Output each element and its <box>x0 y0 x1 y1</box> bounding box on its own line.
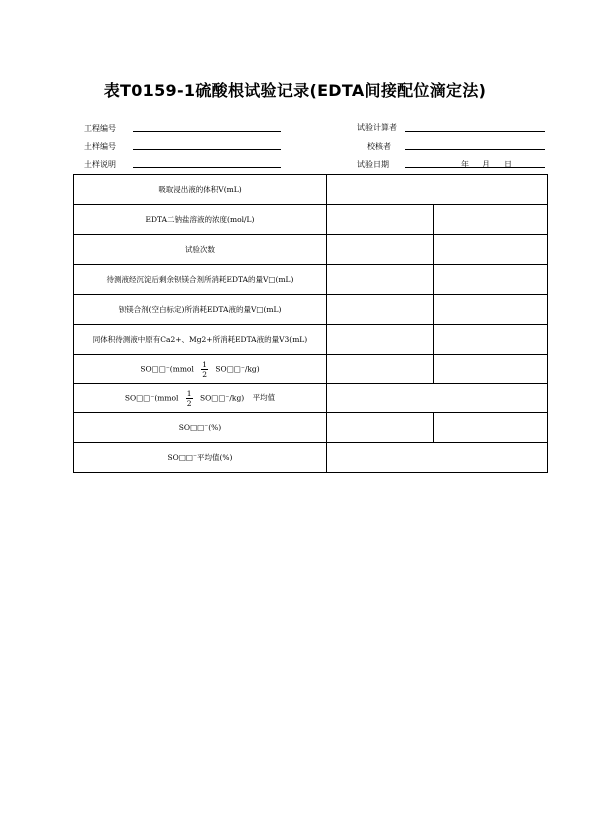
test-date-label: 试验日期 <box>357 160 389 169</box>
project-no-field[interactable] <box>133 131 281 132</box>
record-table <box>73 174 548 473</box>
checker-field[interactable] <box>405 149 545 150</box>
value-cell[interactable] <box>327 265 434 295</box>
average-label: 平均值 <box>252 393 276 402</box>
row-label-edta-concentration: EDTA二钠盐溶液的浓度(mol/L) <box>74 205 327 235</box>
table-row <box>74 175 548 205</box>
value-cell[interactable] <box>327 355 434 384</box>
date-month-label: 月 <box>482 160 490 169</box>
fraction-numerator: 1 <box>186 388 192 398</box>
value-cell[interactable] <box>434 325 548 355</box>
test-date-field[interactable] <box>405 167 545 168</box>
value-cell[interactable] <box>327 295 434 325</box>
table-row <box>74 235 548 265</box>
row-label-volume: 吸取浸出液的体积V(mL) <box>74 175 327 205</box>
sulfate-mmol-suffix: SO□□⁻/kg) <box>215 364 260 373</box>
soil-no-label: 土样编号 <box>84 142 116 151</box>
soil-no-field[interactable] <box>133 149 281 150</box>
fraction-numerator: 1 <box>202 359 208 369</box>
row-label-remaining-edta: 待测液经沉淀后剩余钡镁合剂所消耗EDTA的量V□(mL) <box>74 265 327 295</box>
value-cell[interactable] <box>434 235 548 265</box>
calculator-field[interactable] <box>405 131 545 132</box>
value-cell[interactable] <box>327 205 434 235</box>
value-cell[interactable] <box>434 265 548 295</box>
project-no-label: 工程编号 <box>84 124 116 133</box>
soil-desc-field[interactable] <box>133 167 281 168</box>
table-row <box>74 443 548 473</box>
table-row <box>74 295 548 325</box>
row-label-sulfate-percent: SO□□⁻(%) <box>74 413 327 443</box>
value-cell[interactable] <box>327 325 434 355</box>
fraction-denominator: 2 <box>186 398 192 408</box>
row-label-sulfate-mmol-avg <box>74 384 327 413</box>
half-fraction <box>201 360 208 379</box>
checker-label: 校核者 <box>367 142 391 151</box>
value-cell[interactable] <box>327 384 548 413</box>
soil-desc-label: 土样说明 <box>84 160 116 169</box>
table-row <box>74 325 548 355</box>
value-cell[interactable] <box>434 205 548 235</box>
value-cell[interactable] <box>327 235 434 265</box>
table-row <box>74 413 548 443</box>
date-day-label: 日 <box>504 160 512 169</box>
half-fraction <box>186 389 193 408</box>
date-year-label: 年 <box>461 160 469 169</box>
row-label-test-count: 试验次数 <box>74 235 327 265</box>
value-cell[interactable] <box>434 295 548 325</box>
sulfate-mmol-suffix: SO□□⁻/kg) <box>199 393 245 402</box>
row-label-ca-mg-edta: 同体积待测液中原有Ca2+、Mg2+所消耗EDTA液的量V3(mL) <box>74 325 327 355</box>
value-cell[interactable] <box>434 413 548 443</box>
sulfate-mmol-prefix: SO□□⁻(mmol <box>140 364 194 373</box>
row-label-sulfate-percent-avg: SO□□⁻平均值(%) <box>74 443 327 473</box>
page-title: 表T0159-1硫酸根试验记录(EDTA间接配位滴定法) <box>103 81 487 100</box>
fraction-denominator: 2 <box>202 369 208 379</box>
table-row <box>74 384 548 413</box>
row-label-blank-edta: 钡镁合剂(空白标定)所消耗EDTA液的量V□(mL) <box>74 295 327 325</box>
table-row <box>74 205 548 235</box>
value-cell[interactable] <box>327 443 548 473</box>
calculator-label: 试验计算者 <box>357 123 397 132</box>
value-cell[interactable] <box>434 355 548 384</box>
table-row <box>74 355 548 384</box>
sulfate-mmol-prefix: SO□□⁻(mmol <box>124 393 179 402</box>
value-cell[interactable] <box>327 413 434 443</box>
value-cell[interactable] <box>327 175 548 205</box>
row-label-sulfate-mmol <box>74 355 327 384</box>
table-row <box>74 265 548 295</box>
